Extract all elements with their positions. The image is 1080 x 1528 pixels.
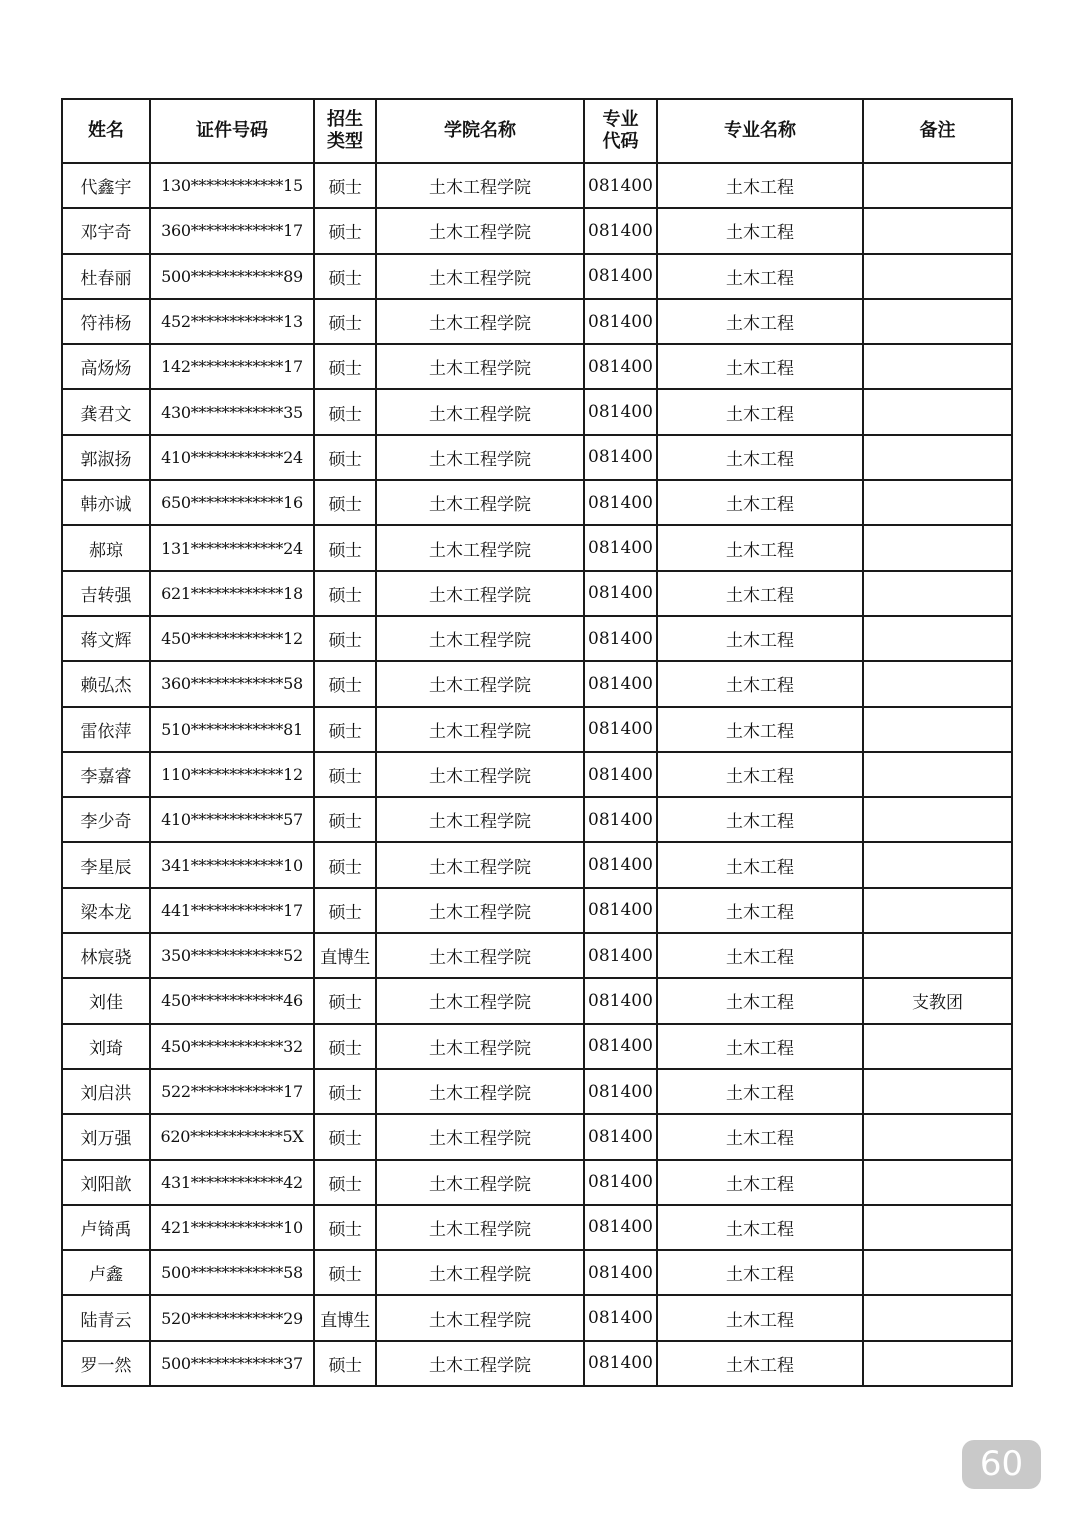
name-cell: 邓宇奇 (62, 208, 150, 253)
enrollment-type-cell: 硕士 (314, 752, 376, 797)
enrollment-type-cell: 硕士 (314, 797, 376, 842)
table-row (62, 208, 1012, 253)
remarks-cell (863, 797, 1012, 842)
admission-list-sheet (61, 98, 1011, 1387)
major-code-cell: 081400 (584, 435, 657, 480)
remarks-cell (863, 888, 1012, 933)
college-cell: 土木工程学院 (376, 1069, 584, 1114)
major-name-cell: 土木工程 (657, 1024, 863, 1069)
remarks-cell (863, 842, 1012, 887)
college-cell: 土木工程学院 (376, 797, 584, 842)
college-cell: 土木工程学院 (376, 616, 584, 661)
remarks-cell (863, 254, 1012, 299)
name-cell: 赖弘杰 (62, 661, 150, 706)
major-name-cell: 土木工程 (657, 435, 863, 480)
table-row (62, 1114, 1012, 1159)
table-row (62, 661, 1012, 706)
remarks-cell (863, 1069, 1012, 1114)
name-cell: 林宸骁 (62, 933, 150, 978)
college-cell: 土木工程学院 (376, 978, 584, 1023)
enrollment-type-cell: 硕士 (314, 1205, 376, 1250)
name-cell: 刘阳歆 (62, 1160, 150, 1205)
college-cell: 土木工程学院 (376, 1160, 584, 1205)
name-cell: 李嘉睿 (62, 752, 150, 797)
enrollment-type-cell: 硕士 (314, 661, 376, 706)
id-number-cell: 410************57 (150, 797, 314, 842)
table-row (62, 299, 1012, 344)
table-row (62, 1250, 1012, 1295)
enrollment-type-cell: 硕士 (314, 1024, 376, 1069)
remarks-cell (863, 571, 1012, 616)
id-number-cell: 142************17 (150, 344, 314, 389)
college-cell: 土木工程学院 (376, 254, 584, 299)
enrollment-type-cell: 硕士 (314, 1114, 376, 1159)
enrollment-type-cell: 硕士 (314, 480, 376, 525)
id-number-cell: 430************35 (150, 389, 314, 434)
name-cell: 郭淑扬 (62, 435, 150, 480)
id-number-cell: 431************42 (150, 1160, 314, 1205)
major-code-cell: 081400 (584, 707, 657, 752)
major-name-cell: 土木工程 (657, 389, 863, 434)
table-row (62, 616, 1012, 661)
header-id-number: 证件号码 (150, 99, 314, 163)
header-college-name: 学院名称 (376, 99, 584, 163)
remarks-cell (863, 707, 1012, 752)
major-code-cell: 081400 (584, 1024, 657, 1069)
table-row (62, 480, 1012, 525)
remarks-cell (863, 1024, 1012, 1069)
name-cell: 杜春丽 (62, 254, 150, 299)
major-name-cell: 土木工程 (657, 299, 863, 344)
major-name-cell: 土木工程 (657, 525, 863, 570)
college-cell: 土木工程学院 (376, 525, 584, 570)
remarks-cell (863, 480, 1012, 525)
id-number-cell: 450************12 (150, 616, 314, 661)
major-name-cell: 土木工程 (657, 480, 863, 525)
id-number-cell: 131************24 (150, 525, 314, 570)
enrollment-type-cell: 硕士 (314, 707, 376, 752)
table-header (62, 99, 1012, 163)
table-row (62, 254, 1012, 299)
id-number-cell: 510************81 (150, 707, 314, 752)
major-code-cell: 081400 (584, 933, 657, 978)
college-cell: 土木工程学院 (376, 1250, 584, 1295)
major-code-cell: 081400 (584, 1069, 657, 1114)
remarks-cell (863, 299, 1012, 344)
major-name-cell: 土木工程 (657, 344, 863, 389)
enrollment-type-cell: 直博生 (314, 1295, 376, 1340)
name-cell: 李少奇 (62, 797, 150, 842)
table-row (62, 344, 1012, 389)
id-number-cell: 110************12 (150, 752, 314, 797)
college-cell: 土木工程学院 (376, 480, 584, 525)
enrollment-type-cell: 硕士 (314, 616, 376, 661)
major-name-cell: 土木工程 (657, 571, 863, 616)
id-number-cell: 450************46 (150, 978, 314, 1023)
header-remarks: 备注 (863, 99, 1012, 163)
remarks-cell (863, 1341, 1012, 1386)
header-major-name: 专业名称 (657, 99, 863, 163)
name-cell: 龚君文 (62, 389, 150, 434)
table-row (62, 842, 1012, 887)
major-name-cell: 土木工程 (657, 1341, 863, 1386)
name-cell: 陆青云 (62, 1295, 150, 1340)
major-code-cell: 081400 (584, 978, 657, 1023)
name-cell: 李星辰 (62, 842, 150, 887)
major-code-cell: 081400 (584, 254, 657, 299)
table-row (62, 525, 1012, 570)
id-number-cell: 520************29 (150, 1295, 314, 1340)
name-cell: 梁本龙 (62, 888, 150, 933)
id-number-cell: 650************16 (150, 480, 314, 525)
college-cell: 土木工程学院 (376, 435, 584, 480)
college-cell: 土木工程学院 (376, 208, 584, 253)
major-code-cell: 081400 (584, 389, 657, 434)
enrollment-type-cell: 硕士 (314, 525, 376, 570)
remarks-cell (863, 1114, 1012, 1159)
remarks-cell (863, 344, 1012, 389)
major-code-cell: 081400 (584, 797, 657, 842)
table-row (62, 1024, 1012, 1069)
major-name-cell: 土木工程 (657, 661, 863, 706)
college-cell: 土木工程学院 (376, 389, 584, 434)
id-number-cell: 450************32 (150, 1024, 314, 1069)
major-code-cell: 081400 (584, 1295, 657, 1340)
enrollment-type-cell: 硕士 (314, 1069, 376, 1114)
enrollment-type-cell: 硕士 (314, 254, 376, 299)
name-cell: 卢锜禹 (62, 1205, 150, 1250)
enrollment-type-cell: 硕士 (314, 344, 376, 389)
college-cell: 土木工程学院 (376, 1114, 584, 1159)
table-row (62, 435, 1012, 480)
remarks-cell (863, 1250, 1012, 1295)
major-name-cell: 土木工程 (657, 208, 863, 253)
major-code-cell: 081400 (584, 1341, 657, 1386)
table-row (62, 752, 1012, 797)
remarks-cell (863, 525, 1012, 570)
id-number-cell: 360************58 (150, 661, 314, 706)
college-cell: 土木工程学院 (376, 842, 584, 887)
id-number-cell: 410************24 (150, 435, 314, 480)
college-cell: 土木工程学院 (376, 299, 584, 344)
name-cell: 刘琦 (62, 1024, 150, 1069)
major-code-cell: 081400 (584, 661, 657, 706)
table-row (62, 978, 1012, 1023)
college-cell: 土木工程学院 (376, 344, 584, 389)
remarks-cell (863, 661, 1012, 706)
name-cell: 雷依萍 (62, 707, 150, 752)
id-number-cell: 441************17 (150, 888, 314, 933)
enrollment-type-cell: 硕士 (314, 1341, 376, 1386)
table-row (62, 888, 1012, 933)
college-cell: 土木工程学院 (376, 1205, 584, 1250)
table-body (62, 163, 1012, 1386)
page-number-badge: 60 (962, 1440, 1041, 1489)
table-row (62, 1205, 1012, 1250)
enrollment-type-cell: 硕士 (314, 1250, 376, 1295)
enrollment-type-cell: 直博生 (314, 933, 376, 978)
major-code-cell: 081400 (584, 525, 657, 570)
major-code-cell: 081400 (584, 299, 657, 344)
major-name-cell: 土木工程 (657, 1250, 863, 1295)
college-cell: 土木工程学院 (376, 1341, 584, 1386)
enrollment-type-cell: 硕士 (314, 435, 376, 480)
header-major-code: 专业 代码 (584, 99, 657, 163)
table-row (62, 1069, 1012, 1114)
table-row (62, 797, 1012, 842)
college-cell: 土木工程学院 (376, 661, 584, 706)
major-code-cell: 081400 (584, 480, 657, 525)
id-number-cell: 500************58 (150, 1250, 314, 1295)
college-cell: 土木工程学院 (376, 707, 584, 752)
name-cell: 高炀炀 (62, 344, 150, 389)
remarks-cell (863, 752, 1012, 797)
name-cell: 蒋文辉 (62, 616, 150, 661)
enrollment-type-cell: 硕士 (314, 842, 376, 887)
major-name-cell: 土木工程 (657, 842, 863, 887)
id-number-cell: 452************13 (150, 299, 314, 344)
major-code-cell: 081400 (584, 208, 657, 253)
name-cell: 罗一然 (62, 1341, 150, 1386)
remarks-cell (863, 389, 1012, 434)
enrollment-type-cell: 硕士 (314, 163, 376, 208)
major-code-cell: 081400 (584, 344, 657, 389)
enrollment-type-cell: 硕士 (314, 1160, 376, 1205)
name-cell: 卢鑫 (62, 1250, 150, 1295)
major-code-cell: 081400 (584, 1205, 657, 1250)
major-name-cell: 土木工程 (657, 1205, 863, 1250)
header-name: 姓名 (62, 99, 150, 163)
name-cell: 刘启洪 (62, 1069, 150, 1114)
name-cell: 刘佳 (62, 978, 150, 1023)
id-number-cell: 341************10 (150, 842, 314, 887)
major-code-cell: 081400 (584, 1160, 657, 1205)
remarks-cell (863, 435, 1012, 480)
id-number-cell: 350************52 (150, 933, 314, 978)
id-number-cell: 620************5X (150, 1114, 314, 1159)
major-name-cell: 土木工程 (657, 888, 863, 933)
id-number-cell: 360************17 (150, 208, 314, 253)
enrollment-type-cell: 硕士 (314, 299, 376, 344)
college-cell: 土木工程学院 (376, 933, 584, 978)
college-cell: 土木工程学院 (376, 1295, 584, 1340)
major-code-cell: 081400 (584, 752, 657, 797)
remarks-cell (863, 933, 1012, 978)
id-number-cell: 130************15 (150, 163, 314, 208)
header-enrollment-type: 招生 类型 (314, 99, 376, 163)
id-number-cell: 500************37 (150, 1341, 314, 1386)
remarks-cell (863, 163, 1012, 208)
major-name-cell: 土木工程 (657, 707, 863, 752)
college-cell: 土木工程学院 (376, 163, 584, 208)
remarks-cell: 支教团 (863, 978, 1012, 1023)
major-name-cell: 土木工程 (657, 1295, 863, 1340)
admission-table (61, 98, 1013, 1387)
table-row (62, 389, 1012, 434)
id-number-cell: 421************10 (150, 1205, 314, 1250)
remarks-cell (863, 616, 1012, 661)
major-name-cell: 土木工程 (657, 933, 863, 978)
name-cell: 刘万强 (62, 1114, 150, 1159)
enrollment-type-cell: 硕士 (314, 208, 376, 253)
id-number-cell: 621************18 (150, 571, 314, 616)
major-name-cell: 土木工程 (657, 978, 863, 1023)
enrollment-type-cell: 硕士 (314, 571, 376, 616)
college-cell: 土木工程学院 (376, 571, 584, 616)
major-code-cell: 081400 (584, 616, 657, 661)
name-cell: 符祎杨 (62, 299, 150, 344)
name-cell: 吉转强 (62, 571, 150, 616)
college-cell: 土木工程学院 (376, 888, 584, 933)
enrollment-type-cell: 硕士 (314, 978, 376, 1023)
table-row (62, 1295, 1012, 1340)
name-cell: 韩亦诚 (62, 480, 150, 525)
enrollment-type-cell: 硕士 (314, 888, 376, 933)
major-name-cell: 土木工程 (657, 752, 863, 797)
name-cell: 代鑫宇 (62, 163, 150, 208)
table-row (62, 933, 1012, 978)
major-name-cell: 土木工程 (657, 1069, 863, 1114)
table-row (62, 571, 1012, 616)
table-row (62, 163, 1012, 208)
major-code-cell: 081400 (584, 163, 657, 208)
major-code-cell: 081400 (584, 1250, 657, 1295)
enrollment-type-cell: 硕士 (314, 389, 376, 434)
table-row (62, 707, 1012, 752)
major-code-cell: 081400 (584, 842, 657, 887)
college-cell: 土木工程学院 (376, 1024, 584, 1069)
id-number-cell: 522************17 (150, 1069, 314, 1114)
name-cell: 郝琼 (62, 525, 150, 570)
major-name-cell: 土木工程 (657, 1160, 863, 1205)
table-row (62, 1160, 1012, 1205)
remarks-cell (863, 208, 1012, 253)
college-cell: 土木工程学院 (376, 752, 584, 797)
major-name-cell: 土木工程 (657, 797, 863, 842)
major-code-cell: 081400 (584, 571, 657, 616)
major-code-cell: 081400 (584, 888, 657, 933)
major-name-cell: 土木工程 (657, 163, 863, 208)
remarks-cell (863, 1160, 1012, 1205)
major-name-cell: 土木工程 (657, 254, 863, 299)
header-row (62, 99, 1012, 163)
remarks-cell (863, 1295, 1012, 1340)
table-row (62, 1341, 1012, 1386)
remarks-cell (863, 1205, 1012, 1250)
major-code-cell: 081400 (584, 1114, 657, 1159)
major-name-cell: 土木工程 (657, 1114, 863, 1159)
major-name-cell: 土木工程 (657, 616, 863, 661)
id-number-cell: 500************89 (150, 254, 314, 299)
